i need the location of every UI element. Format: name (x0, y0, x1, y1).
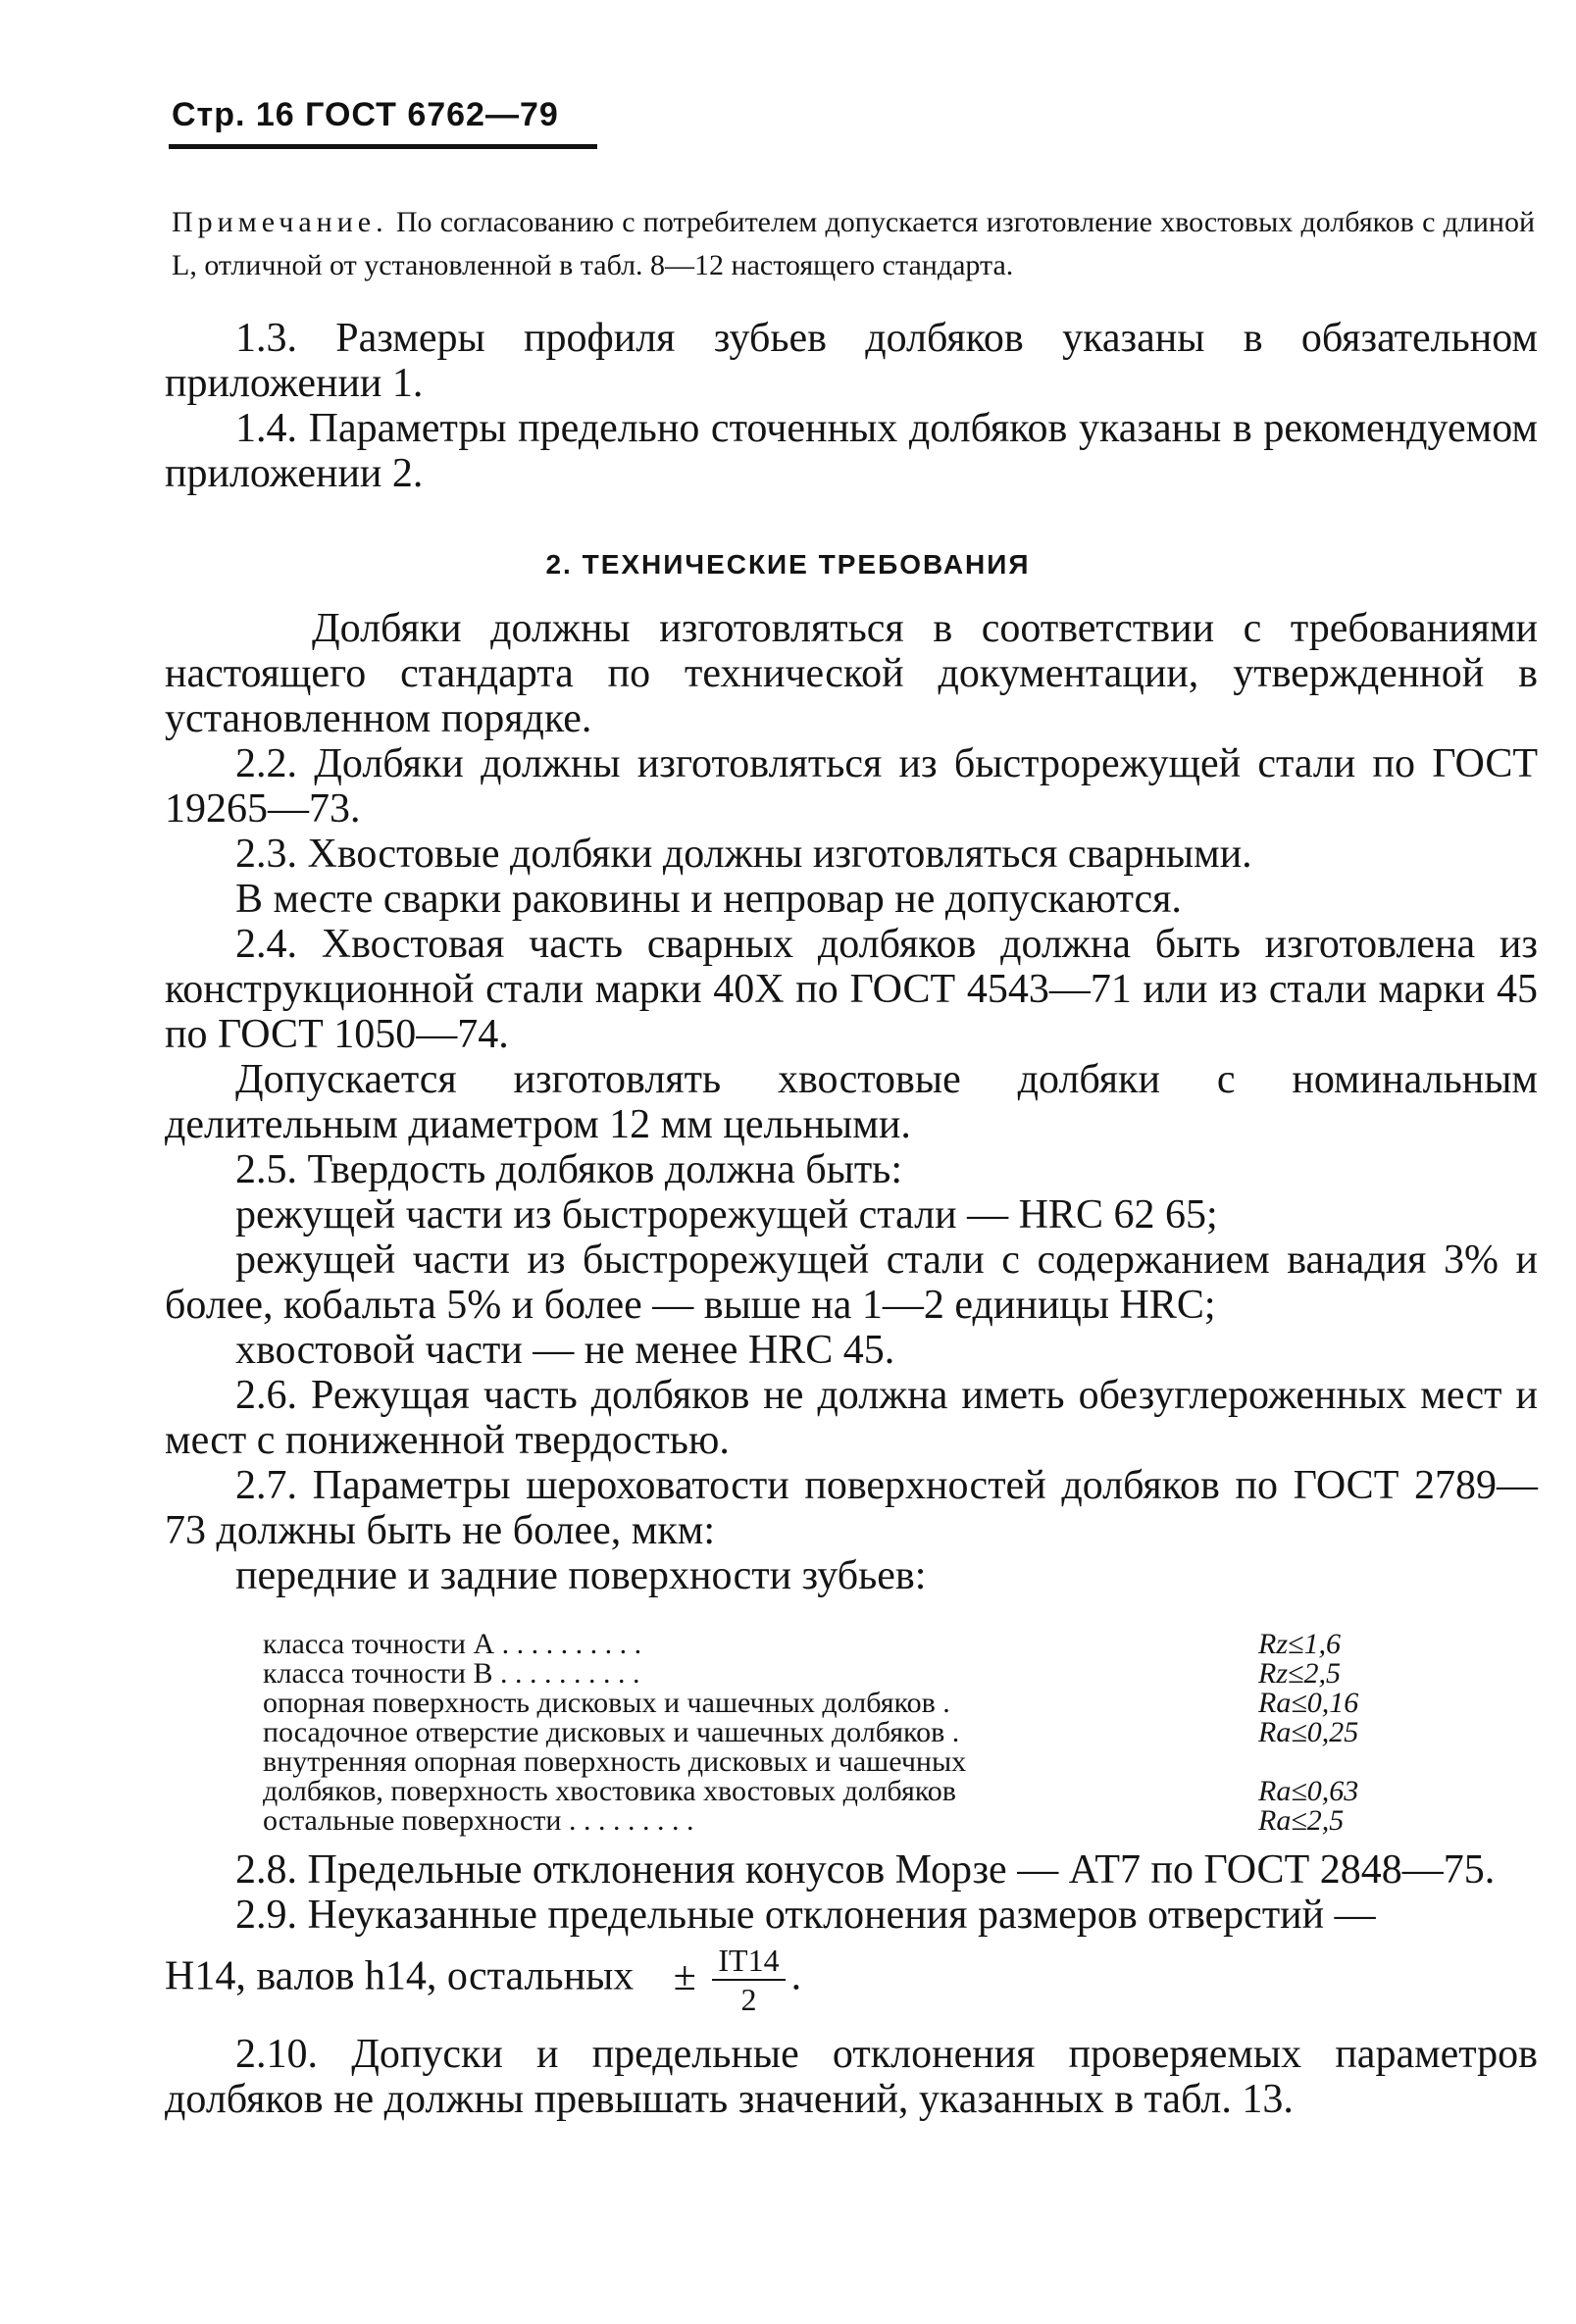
clauses-top (165, 316, 1538, 496)
clause-2-3-note: В месте сварки раковины и непровар не допускаются. (235, 877, 1182, 922)
plus-minus-sign: ± (673, 1953, 696, 1999)
roughness-label: класса точности В . . . . . . . . . . (263, 1657, 640, 1690)
clause-2-8: 2.8. Предельные отклонения конусов Морзе — АТ7 по ГОСТ 2848—75. (235, 1847, 1496, 1893)
note-paragraph (172, 201, 1535, 287)
roughness-row (263, 1689, 1420, 1718)
fraction-numerator: IT14 (712, 1942, 785, 1981)
clause-2-1: Долбяки должны изготовляться в соответствии с требованиями настоящего стандарта по технической документации, утвержденной в установленном порядке. (165, 606, 1538, 741)
roughness-row (263, 1659, 1420, 1689)
roughness-value: Ra≤0,63 (1258, 1775, 1359, 1807)
clause-2-5: 2.5. Твердость долбяков должна быть: (235, 1147, 902, 1192)
clause-2-9-end: . (790, 1953, 802, 1999)
clauses-end (165, 1847, 1538, 2122)
roughness-row (263, 1718, 1420, 1747)
roughness-value: Ra≤2,5 (1258, 1804, 1345, 1837)
clause-2-5-c: хвостовой части — не менее HRC 45. (235, 1328, 895, 1373)
roughness-value (1258, 1747, 1420, 1777)
clause-2-6: 2.6. Режущая часть долбяков не должна иметь обезуглероженных мест и мест с пониженной твердостью. (165, 1373, 1538, 1463)
clause-2-9-line2 (165, 1942, 1538, 2018)
clause-2-5-a: режущей части из быстрорежущей стали — HRC 62 65; (235, 1192, 1218, 1238)
page-header: Стр. 16 ГОСТ 6762—79 (172, 96, 559, 133)
roughness-label: остальные поверхности . . . . . . . . . (263, 1804, 694, 1837)
clause-2-4-note: Допускается изготовлять хвостовые долбяки с номинальным делительным диаметром 12 мм цельными. (165, 1057, 1538, 1147)
roughness-row (263, 1747, 1420, 1777)
roughness-label: посадочное отверстие дисковых и чашечных долбяков . (263, 1716, 960, 1748)
roughness-row (263, 1806, 1420, 1836)
roughness-label: опорная поверхность дисковых и чашечных долбяков . (263, 1687, 950, 1719)
clauses-main (165, 606, 1538, 1598)
note-text: По согласованию с потребителем допускается изготовление хвостовых долбяков с длиной L, отличной от установленной в табл. 8—12 настоящего стандарта. (172, 206, 1536, 281)
roughness-label: внутренняя опорная поверхность дисковых и чашечных (263, 1745, 967, 1778)
clause-2-2: 2.2. Долбяки должны изготовляться из быстрорежущей стали по ГОСТ 19265—73. (165, 741, 1538, 832)
header-rule (169, 144, 597, 149)
roughness-label: класса точности А . . . . . . . . . . (263, 1628, 642, 1660)
roughness-list (263, 1630, 1420, 1836)
roughness-value: Ra≤0,25 (1258, 1716, 1359, 1748)
clause-2-5-b: режущей части из быстрорежущей стали с содержанием ванадия 3% и более, кобальта 5% и более — выше на 1—2 единицы HRC; (165, 1238, 1538, 1328)
clause-2-9-prefix: H14, валов h14, остальных (165, 1953, 635, 1999)
section-title: 2. ТЕХНИЧЕСКИЕ ТРЕБОВАНИЯ (545, 549, 1031, 580)
clause-1-4: 1.4. Параметры предельно сточенных долбяков указаны в рекомендуемом приложении 2. (165, 406, 1538, 496)
clause-2-3: 2.3. Хвостовые долбяки должны изготовляться сварными. (235, 832, 1252, 877)
clause-2-7-lead: передние и задние поверхности зубьев: (235, 1553, 927, 1598)
roughness-label: долбяков, поверхность хвостовика хвостовых долбяков (263, 1775, 956, 1807)
clause-2-7: 2.7. Параметры шероховатости поверхностей долбяков по ГОСТ 2789—73 должны быть не более, мкм: (165, 1463, 1538, 1553)
fraction-denominator: 2 (740, 1982, 757, 2017)
clause-2-4: 2.4. Хвостовая часть сварных долбяков должна быть изготовлена из конструкционной стали марки 40Х по ГОСТ 4543—71 или из стали марки 45 по ГОСТ 1050—74. (165, 922, 1538, 1057)
roughness-value: Rz≤2,5 (1258, 1657, 1341, 1690)
roughness-value: Ra≤0,16 (1258, 1687, 1359, 1719)
roughness-row (263, 1777, 1420, 1806)
clause-1-3: 1.3. Размеры профиля зубьев долбяков указаны в обязательном приложении 1. (165, 316, 1538, 406)
note-label: Примечание. (172, 206, 388, 238)
roughness-value: Rz≤1,6 (1258, 1628, 1341, 1660)
roughness-row (263, 1630, 1420, 1659)
tolerance-fraction (712, 1942, 785, 2018)
clause-2-9-line1: 2.9. Неуказанные предельные отклонения размеров отверстий — (235, 1893, 1376, 1938)
clause-2-10: 2.10. Допуски и предельные отклонения проверяемых параметров долбяков не должны превышать значений, указанных в табл. 13. (165, 2032, 1538, 2122)
